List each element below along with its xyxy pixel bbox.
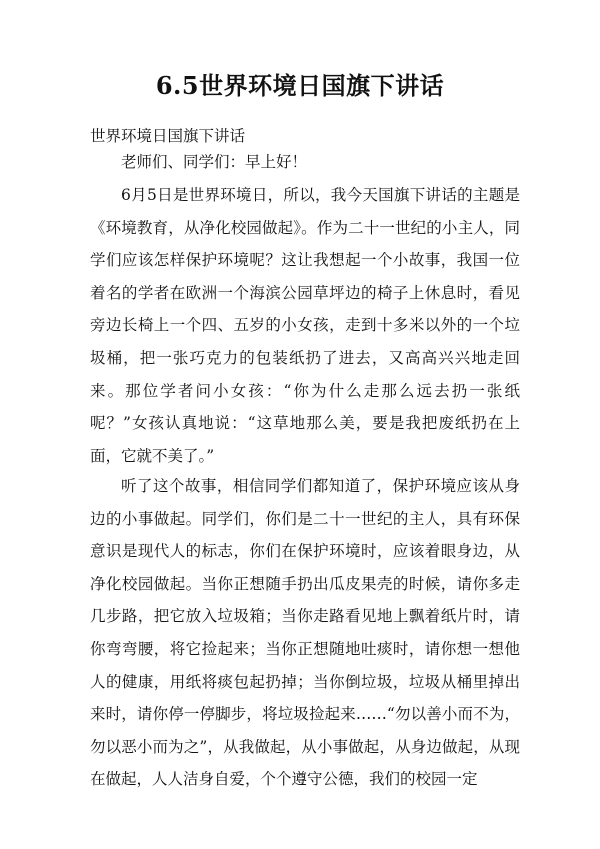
document-subtitle: 世界环境日国旗下讲话 bbox=[90, 127, 246, 145]
greeting-paragraph: 老师们、同学们：早上好！ bbox=[121, 153, 308, 171]
body-paragraph-2: 听了这个故事，相信同学们都知道了，保护环境应该从身边的小事做起。同学们，你们是二十一世纪的主人，具有环保意识是现代人的标志，你们在保护环境时，应该着眼身边，从净化校园做起。当你正想随手扔出瓜皮果壳的时候，请你多走几步路，把它放入垃圾箱；当你走路看见地上飘着纸片时，请你弯弯腰，将它捡起来；当你正想随地吐痰时，请你想一想他人的健康，用纸将痰包起扔掉；当你倒垃圾，垃圾从桶里掉出来时，请你停一停脚步，将垃圾捡起来……“勿以善小而不为，勿以恶小而为之”，从我做起，从小事做起，从身边做起，从现在做起，人人洁身自爱，个个遵守公德，我们的校园一定 bbox=[90, 477, 520, 789]
body-paragraph-1: 6月5日是世界环境日，所以，我今天国旗下讲话的主题是《环境教育，从净化校园做起》。作为二十一世纪的小主人，同学们应该怎样保护环境呢？这让我想起一个小故事，我国一位着名的学者在欧洲一个海滨公园草坪边的椅子上休息时，看见旁边长椅上一个四、五岁的小女孩，走到十多米以外的一个垃圾桶，把一张巧克力的包装纸扔了进去，又高高兴兴地走回来。那位学者问小女孩：“你为什么走那么远去扔一张纸呢？”女孩认真地说：“这草地那么美，要是我把废纸扔在上面，它就不美了。” bbox=[90, 186, 520, 465]
document-title: 6.5世界环境日国旗下讲话 bbox=[155, 71, 445, 100]
